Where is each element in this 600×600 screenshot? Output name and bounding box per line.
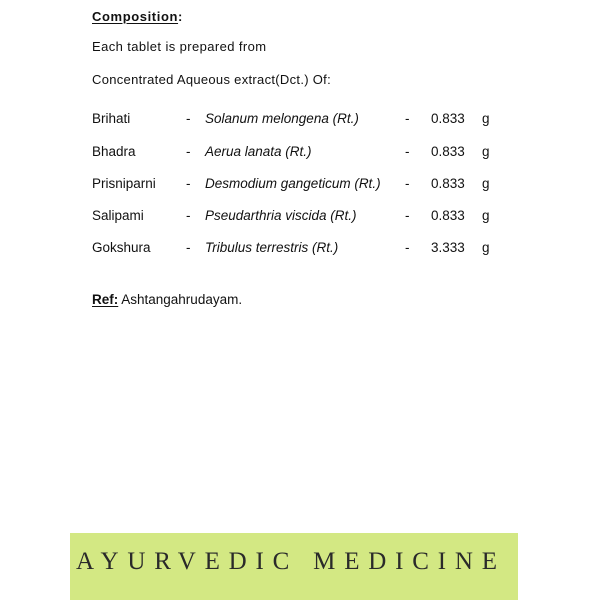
- ingredient-unit: g: [482, 208, 490, 223]
- ingredient-row: [0, 144, 600, 164]
- ingredient-separator: -: [186, 240, 191, 255]
- composition-heading-colon: :: [178, 9, 183, 24]
- ingredient-name: Salipami: [92, 208, 144, 223]
- ingredient-quantity: 0.833: [431, 176, 465, 191]
- ingredient-row: [0, 176, 600, 196]
- ingredient-unit: g: [482, 240, 490, 255]
- ingredient-separator: -: [405, 176, 410, 191]
- composition-heading: [92, 9, 183, 24]
- preparation-line: Each tablet is prepared from: [92, 39, 267, 54]
- ingredient-botanical-name: Tribulus terrestris (Rt.): [205, 240, 339, 255]
- ingredient-separator: -: [186, 144, 191, 159]
- ingredient-quantity: 0.833: [431, 144, 465, 159]
- ingredient-unit: g: [482, 144, 490, 159]
- ingredient-separator: -: [405, 208, 410, 223]
- banner-text: AYURVEDIC MEDICINE: [76, 548, 506, 575]
- composition-heading-text: Composition: [92, 9, 179, 24]
- ingredient-botanical-name: Aerua lanata (Rt.): [205, 144, 312, 159]
- ingredient-quantity: 0.833: [431, 111, 465, 126]
- ingredient-botanical-name: Solanum melongena (Rt.): [205, 111, 359, 126]
- reference-line: [92, 292, 242, 307]
- ingredient-name: Brihati: [92, 111, 131, 126]
- ingredient-separator: -: [186, 208, 191, 223]
- ingredient-name: Bhadra: [92, 144, 136, 159]
- ingredient-unit: g: [482, 111, 490, 126]
- ingredient-name: Prisniparni: [92, 176, 156, 191]
- ingredient-name: Gokshura: [92, 240, 151, 255]
- ingredient-botanical-name: Pseudarthria viscida (Rt.): [205, 208, 357, 223]
- ingredient-separator: -: [405, 240, 410, 255]
- ingredient-row: [0, 111, 600, 131]
- ingredient-separator: -: [405, 111, 410, 126]
- reference-label: Ref:: [92, 292, 119, 307]
- extract-line: Concentrated Aqueous extract(Dct.) Of:: [92, 72, 332, 87]
- ingredient-row: [0, 208, 600, 228]
- ingredient-separator: -: [186, 176, 191, 191]
- ingredient-quantity: 3.333: [431, 240, 465, 255]
- ingredient-quantity: 0.833: [431, 208, 465, 223]
- ingredient-row: [0, 240, 600, 260]
- ingredient-separator: -: [405, 144, 410, 159]
- reference-value: Ashtangahrudayam.: [118, 292, 243, 307]
- ingredient-botanical-name: Desmodium gangeticum (Rt.): [205, 176, 381, 191]
- ingredient-unit: g: [482, 176, 490, 191]
- ingredient-separator: -: [186, 111, 191, 126]
